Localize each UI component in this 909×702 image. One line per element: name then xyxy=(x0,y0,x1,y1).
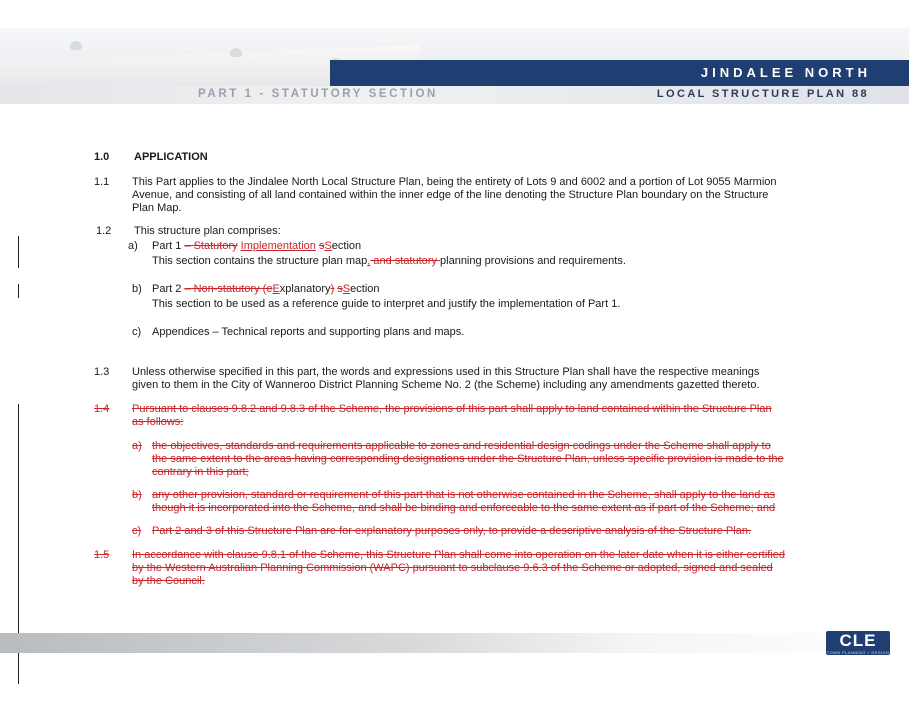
para-1-2-number: 1.2 xyxy=(96,225,112,237)
para-line: Avenue, and consisting of all land contained within the inner edge of the line denoting the Structure Plan boundary on the Structure xyxy=(132,189,769,202)
change-bar-1 xyxy=(18,236,19,268)
para-line: by the Council. xyxy=(132,575,205,588)
para-1-4-number: 1.4 xyxy=(94,403,110,415)
text-run: xplanatory xyxy=(279,283,331,295)
footer-band xyxy=(0,633,909,653)
deleted-text: – Statutory xyxy=(184,240,238,252)
deleted-text: – Non-statutory (e xyxy=(184,283,273,295)
para-line: Unless otherwise specified in this part, the words and expressions used in this Structure Plan shall have the respective meanings xyxy=(132,366,760,378)
text-run: Part 1 xyxy=(152,240,185,252)
section-number: 1.0 xyxy=(94,151,110,163)
para-1-3-number: 1.3 xyxy=(94,366,110,378)
cle-logo-text: CLE xyxy=(839,631,877,650)
para-1-4-c-label: c) xyxy=(132,525,142,537)
para-line: as follows: xyxy=(132,416,184,429)
header-roof-vent-2 xyxy=(230,48,242,57)
document-subtitle: LOCAL STRUCTURE PLAN 88 xyxy=(656,88,869,100)
para-line: by the Western Australian Planning Commission (WAPC) pursuant to subclause 9.6.3 of the Scheme or adopted, signed and sealed xyxy=(132,562,773,575)
para-line: Plan Map. xyxy=(132,202,182,215)
para-1-3-text xyxy=(132,366,832,392)
item-c-label: c) xyxy=(132,326,142,338)
item-a-label: a) xyxy=(128,240,138,252)
para-1-1-number: 1.1 xyxy=(94,176,110,188)
para-1-4-text xyxy=(132,403,832,429)
para-line: contrary in this part; xyxy=(152,466,249,479)
part-label: PART 1 - STATUTORY SECTION xyxy=(198,88,438,100)
para-line: any other provision, standard or requirement of this part that is not otherwise contained in the Scheme, shall apply to the land as xyxy=(152,489,776,501)
para-line: In accordance with clause 9.8.1 of the Scheme, this Structure Plan shall come into operation on the later date when it is either certified xyxy=(132,549,786,561)
text-run: ection xyxy=(350,283,380,295)
inserted-text: , xyxy=(367,255,371,267)
text-run: Part 2 xyxy=(152,283,185,295)
para-1-4-a-text xyxy=(152,440,832,480)
change-bar-2 xyxy=(18,284,19,298)
para-line: the same extent to the areas having corresponding designations under the Structure Plan, unless specific provision is made to the xyxy=(152,453,784,466)
inserted-text: S xyxy=(324,240,332,252)
deleted-text: ) xyxy=(330,283,335,295)
para-line: Pursuant to clauses 9.8.2 and 9.8.3 of the Scheme, the provisions of this part shall apply to land contained within the Structure Plan xyxy=(132,403,772,415)
para-1-5-number: 1.5 xyxy=(94,549,110,561)
deleted-text: s xyxy=(337,283,343,295)
item-a-title xyxy=(152,240,361,253)
para-1-2-intro: This structure plan comprises: xyxy=(134,225,281,237)
deleted-text: s xyxy=(318,240,325,252)
item-b-description: This section to be used as a reference guide to interpret and justify the implementation of Part 1. xyxy=(152,298,621,310)
text-run: ection xyxy=(331,240,362,252)
para-1-4-b-text xyxy=(152,489,832,515)
inserted-text: Implementation xyxy=(240,240,316,252)
item-b-label: b) xyxy=(132,283,142,295)
para-1-4-c-text: Part 2 and 3 of this Structure Plan are for explanatory purposes only, to provide a descriptive analysis of the Structure Plan. xyxy=(152,525,752,537)
cle-logo-tagline: TOWN PLANNING + DESIGN xyxy=(826,650,890,655)
para-line: though it is incorporated into the Scheme, and shall be binding and enforceable to the same extent as if part of the Scheme; and xyxy=(152,502,776,515)
para-1-5-text xyxy=(132,549,832,589)
document-title: JINDALEE NORTH xyxy=(700,65,871,80)
para-line: the objectives, standards and requirements applicable to zones and residential design codings under the Scheme shall apply to xyxy=(152,440,771,452)
para-line: This Part applies to the Jindalee North Local Structure Plan, being the entirety of Lots 9 and 6002 and a portion of Lot 9055 Marmion xyxy=(132,176,777,188)
header-roof-vent-1 xyxy=(70,41,82,50)
para-1-4-a-label: a) xyxy=(132,440,142,452)
para-1-1-text xyxy=(132,176,832,216)
inserted-text: S xyxy=(342,283,351,295)
section-title: APPLICATION xyxy=(134,151,208,163)
para-line: given to them in the City of Wanneroo District Planning Scheme No. 2 (the Scheme) including any amendments gazetted thereto. xyxy=(132,379,760,392)
inserted-text: E xyxy=(272,283,280,295)
para-1-4-b-label: b) xyxy=(132,489,142,501)
deleted-text: and statutory xyxy=(370,255,441,267)
text-run: planning provisions and requirements. xyxy=(440,255,626,267)
item-a-description xyxy=(152,255,626,268)
text-run: This section contains the structure plan map xyxy=(152,255,368,267)
item-b-title xyxy=(152,283,380,296)
item-c-text: Appendices – Technical reports and supporting plans and maps. xyxy=(152,326,465,338)
